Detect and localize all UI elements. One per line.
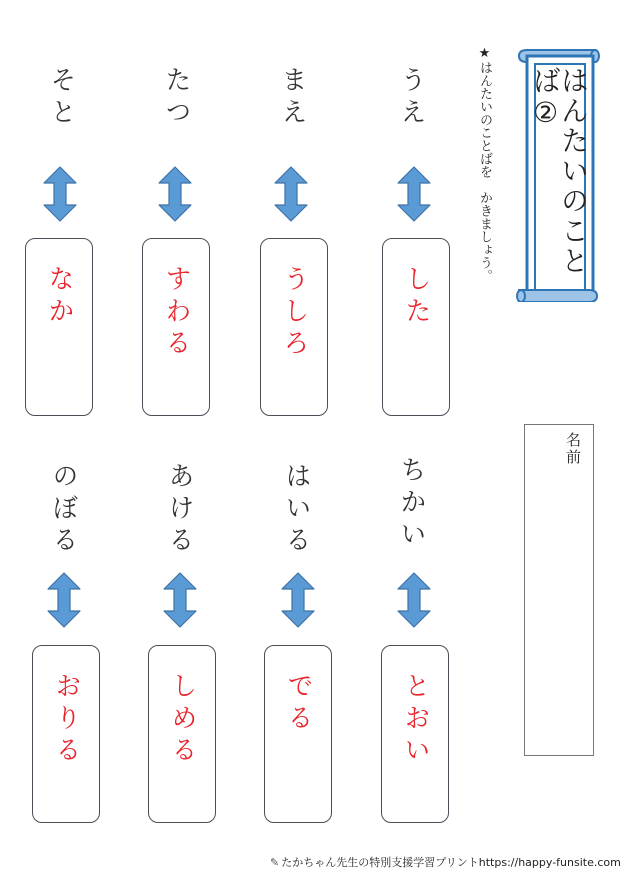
question-word-5: のぼる bbox=[48, 462, 78, 558]
answer-box-7[interactable] bbox=[264, 645, 332, 823]
double-arrow-vertical-icon bbox=[43, 166, 77, 222]
answer-box-6[interactable] bbox=[148, 645, 216, 823]
double-arrow-vertical-icon bbox=[163, 572, 197, 628]
answer-word-3: うしろ bbox=[279, 265, 309, 361]
name-field[interactable] bbox=[524, 424, 594, 756]
answer-word-1: なか bbox=[44, 265, 74, 329]
answer-box-2[interactable] bbox=[142, 238, 210, 416]
answer-box-1[interactable] bbox=[25, 238, 93, 416]
question-word-4: うえ bbox=[396, 66, 426, 130]
double-arrow-vertical-icon bbox=[397, 572, 431, 628]
footer bbox=[270, 854, 621, 870]
question-word-1: そと bbox=[46, 66, 76, 130]
question-word-3: まえ bbox=[277, 66, 307, 130]
answer-word-6: しめる bbox=[167, 672, 197, 768]
name-label: 名前 bbox=[564, 432, 582, 466]
question-word-2: たつ bbox=[161, 66, 191, 130]
question-word-6: あける bbox=[164, 462, 194, 558]
answer-box-8[interactable] bbox=[381, 645, 449, 823]
instruction-text: ★はんたいのことばを かきましょう。 bbox=[477, 46, 492, 282]
leaf-pencil-icon: ✎ bbox=[270, 856, 280, 869]
answer-word-2: すわる bbox=[161, 265, 191, 361]
question-word-7: はいる bbox=[281, 462, 311, 558]
double-arrow-vertical-icon bbox=[397, 166, 431, 222]
double-arrow-vertical-icon bbox=[47, 572, 81, 628]
answer-word-8: とおい bbox=[400, 672, 430, 768]
answer-box-5[interactable] bbox=[32, 645, 100, 823]
answer-box-4[interactable] bbox=[382, 238, 450, 416]
double-arrow-vertical-icon bbox=[158, 166, 192, 222]
answer-word-7: でる bbox=[283, 672, 313, 736]
answer-word-4: した bbox=[401, 265, 431, 329]
double-arrow-vertical-icon bbox=[274, 166, 308, 222]
answer-word-5: おりる bbox=[51, 672, 81, 768]
question-word-8: ちかい bbox=[396, 456, 426, 552]
double-arrow-vertical-icon bbox=[281, 572, 315, 628]
footer-text: たかちゃん先生の特別支援学習プリントhttps://happy-funsite.com bbox=[281, 856, 621, 869]
answer-box-3[interactable] bbox=[260, 238, 328, 416]
title-area bbox=[529, 66, 590, 292]
page-title: はんたいのことば② bbox=[529, 66, 590, 276]
